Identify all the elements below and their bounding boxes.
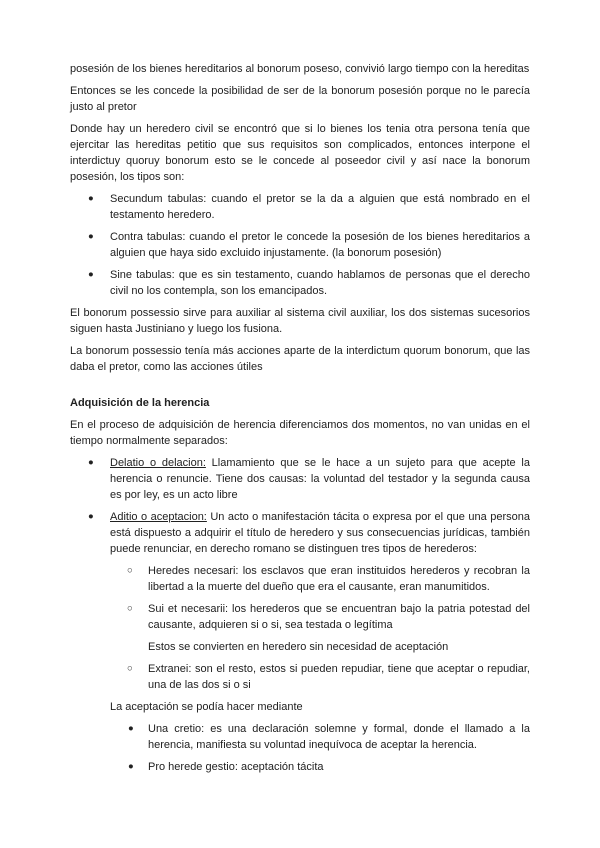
paragraph: Donde hay un heredero civil se encontró que si lo bienes los tenia otra persona tenía que ejercitar las hereditas petitio que sus requisitos son complicados, entonces interpone el interdictuy quoruy bonorum esto se le concede al poseedor civil y así nace la bonorum posesión, los tipos son: xyxy=(70,123,530,183)
term-label: Delatio o delacion: xyxy=(110,457,206,469)
list-item-text: Secundum tabulas: cuando el pretor se la da a alguien que está nombrado en el testamento heredero. xyxy=(110,193,530,221)
list-item xyxy=(70,759,530,775)
bullet-disc-icon: ● xyxy=(88,193,94,204)
list-item xyxy=(70,455,530,503)
paragraph: La bonorum possessio tenía más acciones aparte de la interdictum quorum bonorum, que las daba el pretor, como las acciones útiles xyxy=(70,345,530,373)
bullet-disc-icon: ● xyxy=(88,457,94,468)
term-label: Aditio o aceptacion: xyxy=(110,511,207,523)
bullet-circle-icon: ○ xyxy=(127,603,133,614)
list-item-text: Delatio o delacion: Llamamiento que se le hace a un sujeto para que acepte la herencia o renuncie. Tiene dos causas: la voluntad del testador y la segunda causa es por ley, es un acto libre xyxy=(110,457,530,501)
list-item-text: Heredes necesari: los esclavos que eran instituidos herederos y recobran la libertad a la muerte del dueño que era el causante, eran manumitidos. xyxy=(148,565,530,593)
list-item-text: Pro herede gestio: aceptación tácita xyxy=(148,761,324,773)
paragraph: posesión de los bienes hereditarios al bonorum poseso, convivió largo tiempo con la hereditas xyxy=(70,63,530,75)
list-item-text: Extranei: son el resto, estos si pueden repudiar, tiene que aceptar o repudiar, una de las dos si o si xyxy=(148,663,530,691)
list-item-text: Una cretio: es una declaración solemne y formal, donde el llamado a la herencia, manifiesta su voluntad inequívoca de aceptar la herencia. xyxy=(148,723,530,751)
document-content xyxy=(70,61,530,775)
bullet-circle-icon: ○ xyxy=(127,565,133,576)
list-item xyxy=(70,267,530,299)
bullet-disc-icon: ● xyxy=(128,761,134,772)
section-heading: Adquisición de la herencia xyxy=(70,397,210,409)
bullet-disc-icon: ● xyxy=(88,231,94,242)
bullet-disc-icon: ● xyxy=(88,269,94,280)
list-item xyxy=(70,601,530,633)
bullet-disc-icon: ● xyxy=(88,511,94,522)
bullet-disc-icon: ● xyxy=(128,723,134,734)
bullet-circle-icon: ○ xyxy=(127,663,133,674)
list-item xyxy=(70,191,530,223)
list-item xyxy=(70,563,530,595)
list-item-text: Sine tabulas: que es sin testamento, cuando hablamos de personas que el derecho civil no los contempla, son los emancipados. xyxy=(110,269,530,297)
list-item-text: Aditio o aceptacion: Un acto o manifestación tácita o expresa por el que una persona está dispuesto a adquirir el título de heredero y sus consecuencias jurídicas, también puede renunciar, en derecho romano se distinguen tres tipos de herederos: xyxy=(110,511,530,555)
paragraph: Estos se convierten en heredero sin necesidad de aceptación xyxy=(148,641,449,653)
paragraph: La aceptación se podía hacer mediante xyxy=(110,701,303,713)
list-item-text: Contra tabulas: cuando el pretor le concede la posesión de los bienes hereditarios a alguien que haya sido excluido injustamente. (la bonorum posesión) xyxy=(110,231,530,259)
paragraph: En el proceso de adquisición de herencia diferenciamos dos momentos, no van unidas en el tiempo normalmente separados: xyxy=(70,419,530,447)
list-item xyxy=(70,509,530,557)
paragraph: El bonorum possessio sirve para auxiliar al sistema civil auxiliar, los dos sistemas sucesorios siguen hasta Justiniano y luego los fusiona. xyxy=(70,307,530,335)
paragraph: Entonces se les concede la posibilidad de ser de la bonorum posesión porque no le parecía justo al pretor xyxy=(70,85,530,113)
list-item xyxy=(70,229,530,261)
list-item-text: Sui et necesarii: los herederos que se encuentran bajo la patria potestad del causante, adquieren si o si, sea testada o legítima xyxy=(148,603,530,631)
list-item xyxy=(70,661,530,693)
list-item xyxy=(70,721,530,753)
